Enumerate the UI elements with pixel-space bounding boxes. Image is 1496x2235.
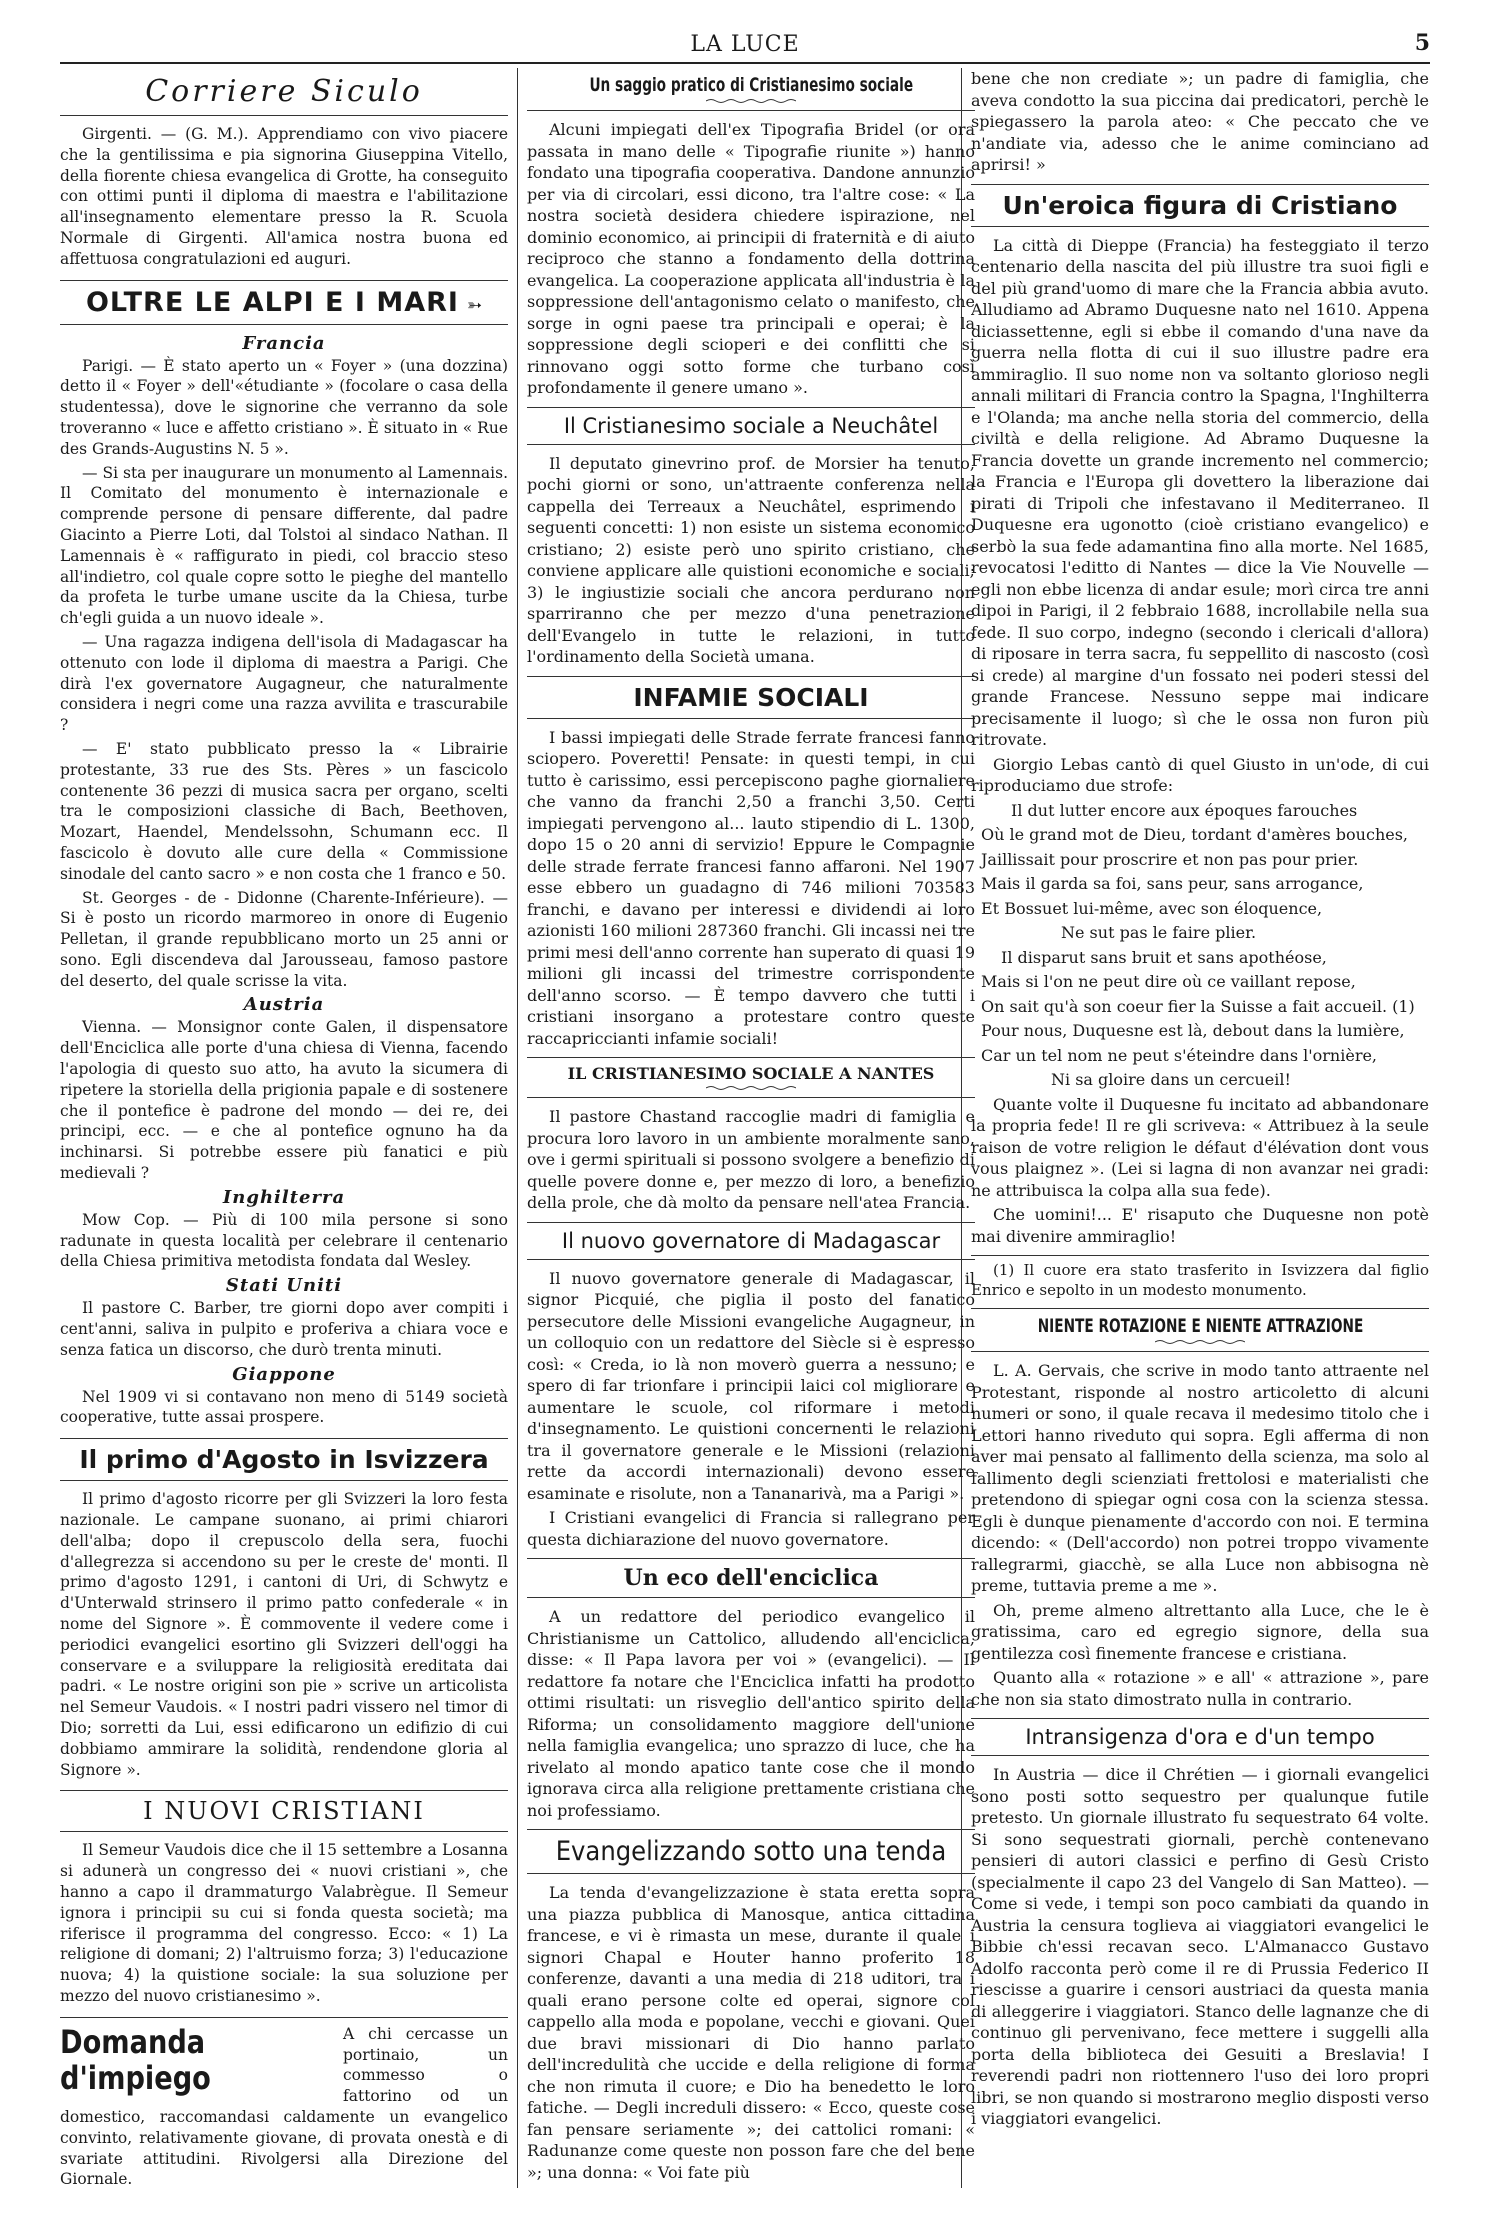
article-paragraph: Il deputato ginevrino prof. de Morsier ha tenuto, pochi giorni or sono, un'attraente conferenza nella cappella dei Terreaux a Neuchâtel, esprimendo i seguenti concetti: 1) non esiste un sistema economico cristiano; 2) esiste però uno spirito cristiano, che conviene applicare alle quistioni economiche e sociali; 3) le ingiustizie sociali che ancora perdurano non sparriranno che per mezzo d'una penetrazione dell'Evangelo in tutte le relazioni, in tutto l'ordinamento della Società umana. (527, 453, 975, 666)
subheading-austria: Austria (243, 994, 325, 1016)
section-heading (60, 1790, 508, 1832)
heading-nuovo-governatore: Il nuovo governatore di Madagascar (561, 1228, 941, 1253)
poem-line: Il dut lutter encore aux époques farouches (1011, 800, 1358, 820)
section-heading (60, 1438, 508, 1481)
poem-line: Pour nous, Duquesne est là, debout dans la lumière, (981, 1021, 1405, 1040)
poem-line: Et Bossuet lui-même, avec son éloquence, (981, 898, 1323, 918)
footnote-text: (1) Il cuore era stato trasferito in Isvizzera dal figlio Enrico e sepolto in un modesto monumento. (971, 1261, 1429, 1299)
column-3 (971, 68, 1429, 2218)
article-paragraph: Quanto alla « rotazione » e all' « attrazione », pare che non sia stato dimostrato nulla in contrario. (971, 1668, 1429, 1709)
section-heading (527, 1829, 975, 1874)
article-paragraph: bene che non crediate »; un padre di famiglia, che aveva condotto la sua piccina dai predicatori, perchè le spiegassero la parola ateo: « Che peccato che ve n'andiate via, adesso che le anime cominciano ad aprirsi! » (971, 69, 1429, 174)
footnote (971, 1255, 1429, 1300)
article-paragraph: Parigi. — È stato aperto un « Foyer » (una dozzina) detto il « Foyer » dell'«étudiante » (focolare o casa della studentessa), dove le signorine che verranno da sole troveranno « luce e affetto cristiano ». È situato in « Rue des Grands-Augustins N. 5 ». (60, 356, 508, 458)
section-heading (527, 407, 975, 445)
column-2 (527, 68, 975, 2218)
section-heading (60, 74, 508, 116)
subheading-francia: Francia (242, 332, 326, 354)
heading-saggio-pratico: Un saggio pratico di Cristianesimo sociale (589, 74, 913, 96)
poem-line: Mais si l'on ne peut dire où ce vaillant repose, (981, 972, 1356, 991)
column-1 (60, 68, 508, 2218)
heading-primo-agosto: Il primo d'Agosto in Isvizzera (79, 1445, 489, 1475)
article-paragraph: Il primo d'agosto ricorre per gli Svizzeri la loro festa nazionale. Le campane suonano, ai primi chiarori dell'alba; dopo il crepuscolo della sera, fuochi d'allegrezza si accendono su per le creste de' monti. Il primo d'agosto 1291, i cantoni di Uri, di Schwytz e d'Unterwald strinsero il primo patto confederale « in nome del Signore ». È commovente il vedere come i periodici evangelici esortino gli Svizzeri dell'oggi ha conservare e a sviluppare la religiosità ereditata dai padri. « Le nostre origini son pie » scrive un articolista nel Semeur Vaudois. « I nostri padri vissero nel timor di Dio; sorretti da Lui, essi edificarono un edifizio di cui dobbiamo ammirare la solidità, rendendone gloria al Signore ». (60, 1490, 508, 1779)
article-paragraph: Alcuni impiegati dell'ex Tipografia Bridel (or ora passata in mano delle « Tipografie riunite ») hanno fondato una tipografia cooperativa. Dandone annunzio per via di circolari, essi dicono, tra l'altre cose: « La nostra società desidera chiedere ispirazione, nel dominio economico, ai principii di fraternità e di aiuto reciproco che stanno a fondamento della dottrina evangelica. La cooperazione applicata all'industria è la soppressione dell'antagonismo celato o manifesto, che sorge in ogni paese tra principali e operai; è la soppressione degli scioperi e dei conflitti che si rinnovano oggi sotto forme che turbano così profondamente il genere umano ». (527, 120, 975, 397)
poem-line: On sait qu'à son coeur fier la Suisse a fait accueil. (1) (981, 996, 1415, 1016)
poem-line: Où le grand mot de Dieu, tordant d'amères bouches, (981, 825, 1409, 844)
subheading-stati-uniti: Stati Uniti (225, 1275, 343, 1297)
section-heading (971, 1308, 1429, 1352)
article-paragraph: La città di Dieppe (Francia) ha festeggiato il terzo centenario della nascita del più illustre tra suoi figli e del più grand'uomo di mare che la Francia abbia avuto. Alludiamo ad Abramo Duquesne nato nel 1610. Appena diciassettenne, egli si ebbe il comando d'una nave da guerra nella flotta di cui il suo illustre padre era ammiraglio. Il suo nome non va soltanto glorioso negli annali militari di Francia contro la Spagna, l'Inghilterra e l'Olanda; ma anche nella storia del commercio, della civiltà e della religione. Ad Abramo Duquesne la Francia dovette un grande incremento nel commercio; la Francia e l'Europa gli dovettero la liberazione dai pirati di Tripoli che infestavano il Mediterraneo. Il Duquesne era ugonotto (cioè cristiano evangelico) e serbò la sua fede adamantina fino alla morte. Nel 1685, revocatosi l'editto di Nantes — dice la Vie Nouvelle — egli non ebbe licenza di andar esule; morì circa tre anni dipoi in Parigi, il 2 febbraio 1688, incrollabile nella sua fede. Il suo corpo, indegno (secondo i clericali d'allora) di riposare in terra sacra, fu seppellito di nascosto (così si crede) al margine d'un fossato nei poderi stessi del grande Francese. Nessuno seppe mai indicare precisamente il luogo; sì che le ossa non furon più ritrovate. (971, 235, 1429, 749)
article-paragraph: Giorgio Lebas cantò di quel Giusto in un'ode, di cui riproduciamo due strofe: (971, 754, 1429, 795)
article-paragraph: In Austria — dice il Chrétien — i giornali evangelici sono posti sotto sequestro per qualunque futile pretesto. Un giornale illustrato fu sequestrato 64 volte. Si sono sequestrati giornali, perchè contenevano pensieri di autori classici e perfino di Gesù Cristo (specialmente il capo 23 del Vangelo di San Matteo). — Come si vede, i tempi son poco cambiati da quando in Austria la censura toglieva ai viaggiatori evangelici le Bibbie ch'essi recavan seco. L'Almanacco Gustavo Adolfo racconta però come il re di Prussia Federico II riescisse a guarire i censori austriaci da questa mania di alleggerire i viaggiatori. Stanco delle lagnanze che di continuo gli pervenivano, fece mettere i suggelli alla porta della biblioteca dei Gesuiti a Breslavia! I reverendi padri non riottennero l'uso dei loro propri libri, se non quando si mostrarono meglio disposti verso i viaggiatori evangelici. (971, 1765, 1429, 2128)
article-paragraph: — Una ragazza indigena dell'isola di Madagascar ha ottenuto con lode il diploma di maestra a Parigi. Che dirà l'ex governatore Augagneur, che naturalmente considera i negri come una razza avvilita e trascurabile ? (60, 632, 508, 735)
poem-line: Ne sut pas le faire plier. (1061, 923, 1257, 942)
section-heading (60, 280, 508, 325)
article-paragraph: I bassi impiegati delle Strade ferrate francesi fanno sciopero. Poveretti! Pensate: in questi tempi, in cui tutto è carissimo, essi percepiscono paghe giornaliere che vanno da franchi 2,50 a franchi 3,50. Certi impiegati pervengono al... lauto stipendio di L. 1300, dopo 15 o 20 anni di servizio! Eppure le Compagnie delle strade ferrate francesi fanno affaroni. Nel 1907 esse ebbero un guadagno di 746 milioni 703583 franchi, e davano per interessi e dividendi ai loro azionisti 160 milioni 287360 franchi. Gli incassi nei tre primi mesi dell'anno corrente han superato di quasi 19 milioni gli incassi del trimestre corrispondente dell'anno scorso. — È tempo davvero che tutti i cristiani insorgano a protestare contro queste raccapriccianti infamie sociali! (527, 727, 975, 1048)
ad-title: Domanda d'impiego (60, 2022, 211, 2097)
poem-line: Mais il garda sa foi, sans peur, sans arrogance, (981, 874, 1364, 893)
newspaper-title: LA LUCE (690, 32, 800, 57)
subheading-giappone: Giappone (232, 1363, 336, 1385)
article-paragraph: St. Georges - de - Didonne (Charente-Inférieure). — Si è posto un ricordo marmoreo in onore di Eugenio Pelletan, il grande repubblicano morto un 25 anni or sono. Egli discendeva dal Jarousseau, famoso pastore del deserto, del quale scrisse la vita. (60, 888, 508, 990)
wavy-rule-icon (706, 1085, 796, 1091)
heading-neuchatel: Il Cristianesimo sociale a Neuchâtel (563, 413, 939, 438)
page-number: 5 (1414, 30, 1430, 56)
wavy-rule-icon (1155, 1339, 1245, 1345)
article-paragraph: La tenda d'evangelizzazione è stata eretta sopra una piazza pubblica di Manosque, antica cittadina francese, e vi è rimasta un mese, durante il quale i signori Chapal e Houter hanno proferito 18 conferenze, davanti a una media di 218 uditori, tra i quali erano persone colte ed operai, signore col cappello alla moda e popolane, vecchi e giovani. Quei due bravi missionari di Dio hanno parlato dell'incredulità che uccide e della religione di forma che non rimuta il cuore; e Dio ha benedetto le loro fatiche. — Degli increduli dissero: « Ecco, queste cose fan pensare seriamente »; dei cattolici romani: « Radunanze come queste non posson fare che del bene »; una donna: « Voi fate più (527, 1883, 975, 2182)
article-paragraph: — Si sta per inaugurare un monumento al Lamennais. Il Comitato del monumento è internazionale e comprende persone di pensare differente, dal padre Giacinto a Pierre Loti, dal Tolstoi al sindaco Nathan. Il Lamennais è « raffigurato in piedi, col braccio steso all'indietro, col quale copre sotto le pieghe del mantello da profeta le turbe umane uscite da la Chiesa, turbe ch'egli guida a un nuovo ideale ». (60, 463, 508, 628)
heading-corriere-siculo: Corriere Siculo (145, 74, 423, 109)
section-heading (971, 184, 1429, 227)
poem-line: Jaillissait pour proscrire et non pas pour prier. (981, 849, 1359, 869)
article-paragraph: Vienna. — Monsignor conte Galen, il dispensatore dell'Enciclica alle porte d'una chiesa di Vienna, facendo l'apologia di questo suo atto, ha avuto la sicumera di ripetere la storiella della prigionia papale e di sostenere che il pontefice è padrone del mondo — dei re, dei principi, ecc. — e che al pontefice ognuno ha da inchinarsi. Si potrebbe essere più fanatici e più medievali ? (60, 1018, 508, 1183)
classified-ad (60, 2017, 508, 2193)
heading-niente-rotazione: NIENTE ROTAZIONE E NIENTE ATTRAZIONE (1037, 1315, 1363, 1337)
article-paragraph: Il pastore C. Barber, tre giorni dopo aver compiti i cent'anni, saliva in pulpito e proferiva a chiara voce e senza fatica un discorso, che durò trenta minuti. (60, 1299, 508, 1359)
article-paragraph: A un redattore del periodico evangelico il Christianisme un Cattolico, alludendo all'enciclica, disse: « Il Papa lavora per voi » (evangelici). — Il redattore fa notare che l'Enciclica infatti ha prodotto ottimi risultati: un risveglio dell'antico spirito della Riforma; un consolidamento maggiore dell'unione nella famiglia evangelica; uno sprazzo di luce, che ha rivelato al mondo apatico tante cose che il mondo ignorava circa alla religione prettamente cristiana che noi professiamo. (527, 1607, 975, 1820)
article-paragraph: Oh, preme almeno altrettanto alla Luce, che le è gratissima, caro ed egregio signore, della sua gentilezza così finemente francese e cristiana. (971, 1600, 1429, 1663)
heading-nantes: IL CRISTIANESIMO SOCIALE A NANTES (567, 1064, 935, 1083)
poem-line: Ni sa gloire dans un cercueil! (1051, 1070, 1291, 1089)
article-paragraph: Il nuovo governatore generale di Madagascar, il signor Picquié, che piglia il posto del fanatico persecutore delle Missioni evangeliche Augagneur, in un colloquio con un redattore del Siècle si è espresso così: « Creda, io là non moverò guerra a nessuno; e spero di far trionfare i principii laici col migliorare e aumentare le scuole, col riformare i metodi d'insegnamento. Le quistioni concernenti le relazioni tra il governatore generale e le Missioni (relazioni rette da accordi internazionali) devono essere esaminate e risolute, non a Tananarivà, ma a Parigi ». (527, 1268, 975, 1503)
heading-intransigenza: Intransigenza d'ora e d'un tempo (1025, 1725, 1375, 1749)
article-paragraph: — E' stato pubblicato presso la « Librairie protestante, 33 rue des Sts. Pères » un fascicolo contenente 36 pezzi di musica sacra per organo, scelti tra le composizioni classiche di Bach, Beethoven, Mozart, Haendel, Mendelssohn, Schumann ecc. Il fascicolo è dovuto alle cure della « Commissione sinodale del canto sacro » e non costa che 1 franco e 50. (60, 739, 508, 883)
ad-text: A chi cercasse un portinaio, un commesso o fattorino od un domestico, raccomandasi caldamente un evangelico convinto, relativamente giovane, di provata onestà e di svariate attitudini. Rivolgersi alla Direzione del Giornale. (60, 2024, 508, 2189)
column-divider (517, 68, 518, 2188)
wavy-rule-icon (706, 98, 796, 104)
heading-nuovi-cristiani: I NUOVI CRISTIANI (143, 1797, 425, 1826)
heading-eroica-figura: Un'eroica figura di Cristiano (1002, 190, 1398, 220)
article-paragraph: Che uomini!... E' risaputo che Duquesne non potè mai divenire ammiraglio! (971, 1205, 1429, 1246)
section-heading (527, 1222, 975, 1260)
article-paragraph: Il pastore Chastand raccoglie madri di famiglia e procura loro lavoro in un ambiente moralmente sano, ove i germi spirituali si possono svolgere a benefizio di quelle povere donne e, per mezzo di loro, a benefizio della prole, che dà molto da pensare nell'atea Francia. (527, 1107, 975, 1212)
article-paragraph: Girgenti. — (G. M.). Apprendiamo con vivo piacere che la gentilissima e pia signorina Giuseppina Vitello, della fiorente chiesa evangelica di Grotte, ha conseguito con ottimi punti il diploma di maestra e l'abilitazione all'insegnamento elementare presso la R. Scuola Normale di Girgenti. All'amica nostra buona ed affettuosa congratulazioni ed auguri. (60, 125, 508, 268)
heading-oltre-le-alpi: OLTRE LE ALPI E I MARI (85, 286, 459, 318)
heading-infamie-sociali: INFAMIE SOCIALI (633, 682, 869, 712)
article-paragraph: Il Semeur Vaudois dice che il 15 settembre a Losanna si adunerà un congresso dei « nuovi cristiani », che hanno a capo il drammaturgo Valabrègue. Il Semeur ignora i principii su cui si fonda questa società; ma riferisce il programma del congresso. Ecco: « 1) La religione di domani; 2) l'altruismo forza; 3) l'educazione nuova; 4) la quistione sociale: la sua soluzione per mezzo del nuovo cristianesimo ». (60, 1841, 508, 2005)
poem-line: Car un tel nom ne peut s'éteindre dans l'ornière, (981, 1045, 1378, 1065)
section-heading (527, 1558, 975, 1598)
heading-eco-enciclica: Un eco dell'enciclica (623, 1565, 879, 1591)
subheading-inghilterra: Inghilterra (222, 1186, 346, 1208)
section-heading (971, 1718, 1429, 1756)
article-paragraph: Quante volte il Duquesne fu incitato ad abbandonare la propria fede! Il re gli scriveva: « Attribuez à la seule raison de votre religion le défaut d'élévation dont vous vous plaignez ». (Lei si lagna di non avanzar nei gradi: ne attribuisca la colpa alla sua fede). (971, 1094, 1429, 1200)
page-header (60, 26, 1430, 64)
article-paragraph: Nel 1909 vi si contavano non meno di 5149 società cooperative, tutte assai prospere. (60, 1387, 508, 1427)
article-paragraph: I Cristiani evangelici di Francia si rallegrano per questa dichiarazione del nuovo governatore. (527, 1508, 975, 1549)
section-heading (527, 1057, 975, 1098)
article-paragraph: L. A. Gervais, che scrive in modo tanto attraente nel Protestant, risponde al nostro articoletto di alcuni numeri or sono, il quale recava il medesimo titolo che i Lettori hanno riveduto qui sopra. Egli afferma di non aver mai pensato al fallimento della scienza, ma solo al fallimento degli scienziati frettolosi e materialisti che pretendono di spiegar ogni cosa con la scienza stessa. Egli è dunque pienamente d'accordo con noi. E termina dicendo: « (Dell'accordo) non potrei troppo vivamente rallegrarmi, giacchè, se alla Luce non abbisogna nè preme, tuttavia preme a me ». (971, 1361, 1429, 1595)
section-heading (527, 676, 975, 719)
section-heading (527, 74, 975, 111)
article-paragraph: Mow Cop. — Più di 100 mila persone si sono radunate in questa località per celebrare il centenario della Chiesa primitiva metodista fondata dal Wesley. (60, 1210, 508, 1271)
heading-evangelizzando: Evangelizzando sotto una tenda (555, 1836, 947, 1867)
decorative-arrow-icon: ➳ (466, 294, 483, 316)
poem-line: Il disparut sans bruit et sans apothéose, (1001, 947, 1327, 967)
